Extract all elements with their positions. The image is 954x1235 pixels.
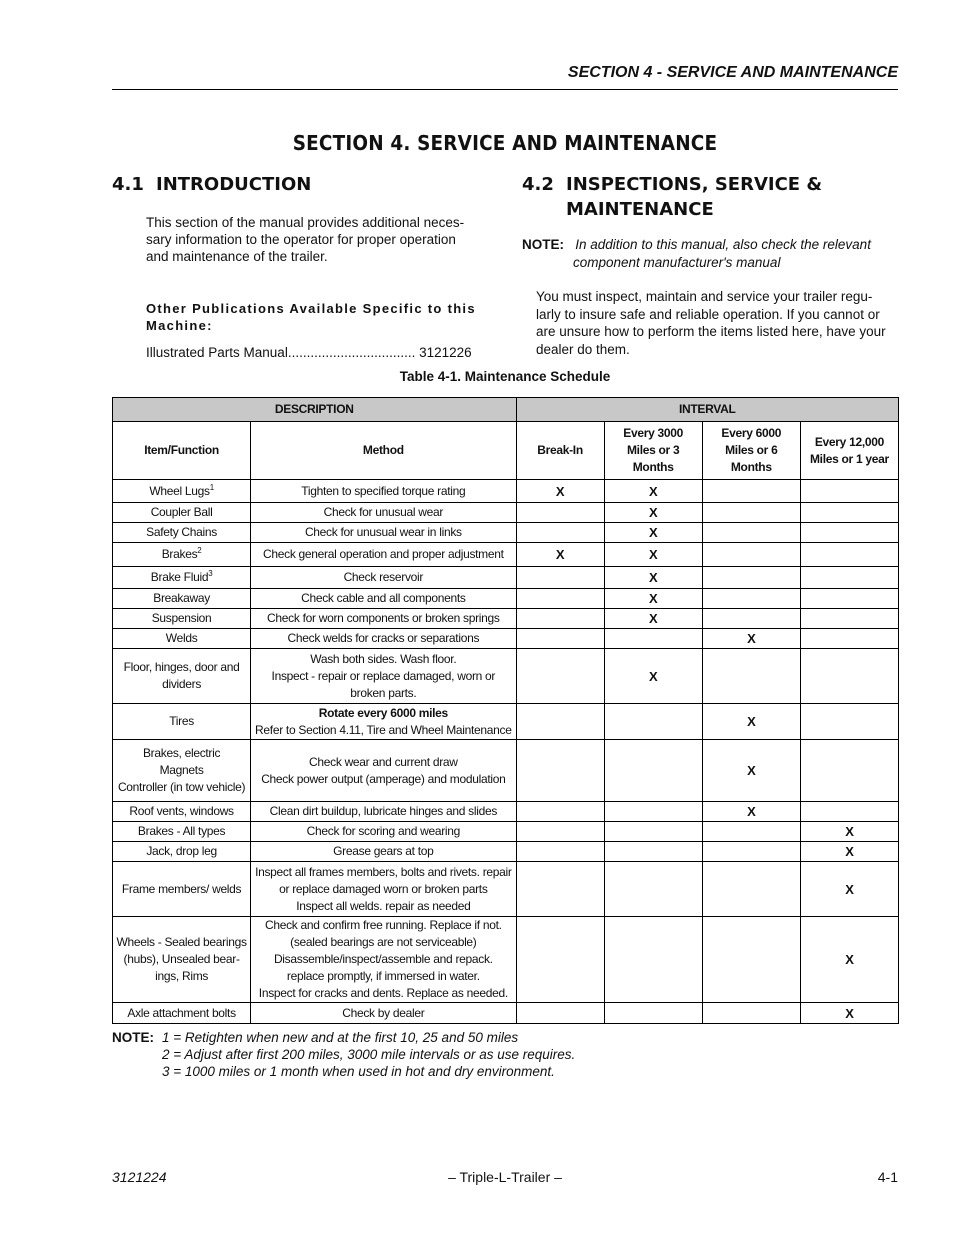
method-line: Grease gears at top [333, 844, 434, 858]
table-row [113, 822, 899, 842]
footnote-line: 3 = 1000 miles or 1 month when used in hot and dry environment. [162, 1064, 555, 1079]
intro-title: INTRODUCTION [156, 174, 312, 195]
interval-mark [702, 480, 800, 503]
note-line: component manufacturer's manual [573, 255, 781, 270]
item-text: Tires [169, 714, 194, 728]
interval-mark [702, 543, 800, 567]
method-line: Disassemble/inspect/assemble and repack. replace promptly, if immersed in water. [273, 952, 493, 983]
method-line: Tighten to specified torque rating [301, 483, 466, 498]
item-line: Controller (in tow vehicle) [117, 780, 246, 794]
table-row [113, 862, 899, 917]
interval-mark [604, 704, 702, 740]
footnote-line: 1 = Retighten when new and at the first 10, 25 and 50 miles [162, 1030, 519, 1045]
item-text: Axle attachment bolts [127, 1005, 236, 1020]
method-line: Inspect all welds. repair as needed [296, 898, 471, 913]
method-cell [251, 1003, 516, 1024]
column-header: Every 3000 Miles or 3 Months [604, 422, 702, 480]
method-emphasis: Rotate every 6000 miles [318, 705, 448, 720]
footnote-ref: 2 [197, 546, 202, 555]
interval-mark [800, 543, 898, 567]
interval-mark [516, 1003, 604, 1024]
table-row [113, 1003, 899, 1024]
inspections-note [522, 236, 898, 272]
interval-mark [516, 802, 604, 822]
method-cell [251, 567, 516, 589]
method-cell [251, 917, 516, 1003]
interval-mark: X [604, 567, 702, 589]
method-line: Check reservoir [343, 570, 424, 584]
item-text: Roof vents, windows [129, 804, 234, 818]
interval-mark [800, 480, 898, 503]
table-row [113, 649, 899, 704]
method-line: Refer to Section 4.11, Tire and Wheel Maintenance [255, 722, 512, 737]
interval-mark: X [604, 480, 702, 503]
item-cell [113, 503, 251, 523]
note-line: In addition to this manual, also check the relevant [575, 237, 871, 252]
section-title: SECTION 4. SERVICE AND MAINTENANCE [292, 131, 718, 155]
interval-mark [516, 589, 604, 609]
interval-mark [702, 567, 800, 589]
interval-mark: X [604, 649, 702, 704]
interval-mark [516, 822, 604, 842]
group-header-row [113, 398, 899, 422]
method-cell [251, 822, 516, 842]
footnote-ref: 1 [209, 482, 214, 492]
method-line: Inspect for cracks and dents. Replace as needed. [258, 986, 508, 1000]
interval-mark [702, 523, 800, 543]
item-cell [113, 1003, 251, 1024]
interval-mark [702, 822, 800, 842]
interval-mark: X [800, 822, 898, 842]
table-row [113, 503, 899, 523]
interval-mark [516, 523, 604, 543]
interval-mark: X [702, 740, 800, 802]
column-header-row [113, 422, 899, 480]
interval-mark [604, 862, 702, 917]
inspections-title-line: MAINTENANCE [566, 199, 714, 220]
item-cell [113, 917, 251, 1003]
table-caption: Table 4-1. Maintenance Schedule [399, 369, 611, 384]
method-cell [251, 609, 516, 629]
item-cell [113, 543, 251, 567]
inspections-line: are unsure how to perform the items listed here, have your [536, 324, 886, 339]
item-cell [113, 609, 251, 629]
interval-mark: X [702, 802, 800, 822]
interval-mark [702, 862, 800, 917]
interval-mark [702, 503, 800, 523]
method-line: Check cable and all components [301, 591, 466, 605]
table-row [113, 704, 899, 740]
interval-group-header: INTERVAL [516, 398, 899, 422]
interval-mark [800, 704, 898, 740]
table-body [113, 480, 899, 1024]
footnote-label: NOTE: [112, 1030, 154, 1045]
interval-mark: X [800, 917, 898, 1003]
inspections-line: larly to insure safe and reliable operation. If you cannot or [536, 306, 880, 322]
interval-mark [516, 917, 604, 1003]
item-cell [113, 740, 251, 802]
table-row [113, 567, 899, 589]
running-header: SECTION 4 - SERVICE AND MAINTENANCE [567, 64, 898, 81]
item-cell [113, 649, 251, 704]
interval-mark [516, 503, 604, 523]
interval-mark [604, 740, 702, 802]
method-line: Clean dirt buildup, lubricate hinges and slides [269, 804, 498, 818]
item-cell [113, 480, 251, 503]
interval-mark [702, 842, 800, 862]
header-rule [112, 89, 898, 90]
item-cell [113, 822, 251, 842]
interval-mark [604, 629, 702, 649]
item-cell [113, 802, 251, 822]
interval-mark [702, 649, 800, 704]
method-line: Inspect all frames members, bolts and rivets. repair or replace damaged worn or broken parts [255, 864, 512, 896]
interval-mark [800, 589, 898, 609]
interval-mark: X [604, 543, 702, 567]
item-text: Brakes - All types [137, 824, 226, 838]
interval-mark: X [604, 503, 702, 523]
method-line: Check power output (amperage) and modulation [261, 771, 506, 786]
maintenance-schedule-table [112, 397, 899, 1024]
interval-mark [800, 503, 898, 523]
inspections-paragraph [536, 288, 898, 358]
table-row [113, 589, 899, 609]
interval-mark [516, 862, 604, 917]
method-cell [251, 503, 516, 523]
interval-mark [604, 842, 702, 862]
interval-mark [604, 802, 702, 822]
item-cell [113, 842, 251, 862]
method-cell [251, 862, 516, 917]
table-footnotes [112, 1029, 575, 1080]
interval-mark [800, 567, 898, 589]
method-line: Check general operation and proper adjustment [263, 547, 504, 561]
table-row [113, 740, 899, 802]
interval-mark [800, 649, 898, 704]
item-text: Safety Chains [146, 525, 217, 539]
method-cell [251, 543, 516, 567]
interval-mark [516, 567, 604, 589]
inspections-number: 4.2 [522, 174, 554, 195]
intro-number: 4.1 [112, 174, 144, 195]
table-row [113, 523, 899, 543]
intro-line: This section of the manual provides additional neces- [146, 215, 465, 230]
interval-mark: X [604, 609, 702, 629]
column-header: Every 6000 Miles or 6 Months [702, 422, 800, 480]
footer-title: – Triple-L-Trailer – [448, 1169, 562, 1185]
item-text: Coupler Ball [150, 505, 213, 519]
item-cell [113, 629, 251, 649]
interval-mark: X [702, 704, 800, 740]
method-line: Check wear and current draw [309, 754, 458, 769]
column-header: Method [251, 422, 516, 480]
item-cell [113, 567, 251, 589]
table-row [113, 609, 899, 629]
interval-mark [800, 609, 898, 629]
description-group-header: DESCRIPTION [113, 398, 517, 422]
method-line: Check for unusual wear in links [304, 525, 462, 539]
inspections-line: dealer do them. [536, 341, 630, 357]
interval-mark [702, 589, 800, 609]
method-line: Check and confirm free running. Replace if not. (sealed bearings are not serviceable) [264, 918, 502, 949]
item-cell [113, 862, 251, 917]
method-cell [251, 740, 516, 802]
item-line: Magnets [159, 763, 204, 777]
interval-mark [702, 609, 800, 629]
interval-mark: X [800, 1003, 898, 1024]
interval-mark: X [516, 480, 604, 503]
publications-heading [146, 300, 496, 334]
intro-paragraph [146, 214, 490, 265]
note-label: NOTE: [522, 237, 564, 252]
interval-mark [800, 740, 898, 802]
item-text: Brake Fluid [150, 570, 209, 584]
parts-manual-entry: Illustrated Parts Manual.................................. 3121226 [146, 345, 472, 360]
interval-mark [702, 917, 800, 1003]
inspections-title-line: INSPECTIONS, SERVICE & [566, 174, 823, 195]
item-text: Breakaway [153, 591, 210, 605]
item-line: Brakes, electric [142, 746, 221, 760]
method-line: Wash both sides. Wash floor. [310, 651, 457, 666]
column-header: Every 12,000 Miles or 1 year [800, 422, 898, 480]
interval-mark [516, 609, 604, 629]
item-text: Jack, drop leg [146, 844, 217, 858]
interval-mark: X [604, 523, 702, 543]
method-line: Inspect - repair or replace damaged, worn or broken parts. [271, 668, 496, 700]
intro-heading [112, 172, 311, 197]
item-text: Floor, hinges, door and dividers [123, 660, 240, 691]
table-row [113, 917, 899, 1003]
interval-mark [516, 842, 604, 862]
item-cell [113, 704, 251, 740]
intro-line: and maintenance of the trailer. [146, 249, 328, 264]
item-text: Welds [165, 631, 198, 645]
column-header: Break-In [516, 422, 604, 480]
item-cell [113, 523, 251, 543]
footnote-line: 2 = Adjust after first 200 miles, 3000 mile intervals or as use requires. [162, 1047, 576, 1062]
method-line: Check for worn components or broken springs [267, 611, 500, 625]
footer-page-number: 4-1 [877, 1169, 898, 1185]
table-row [113, 629, 899, 649]
method-cell [251, 802, 516, 822]
publications-heading-line: Other Publications Available Specific to this [146, 301, 476, 316]
method-line: Check for unusual wear [323, 505, 444, 519]
interval-mark [516, 704, 604, 740]
item-text: Wheels - Sealed bearings (hubs), Unsealed bear-ings, Rims [116, 935, 247, 983]
interval-mark [702, 1003, 800, 1024]
method-cell [251, 649, 516, 704]
footer-doc-number: 3121224 [112, 1169, 167, 1185]
interval-mark [604, 1003, 702, 1024]
method-line: Check by dealer [342, 1005, 425, 1020]
table-row [113, 543, 899, 567]
interval-mark [516, 740, 604, 802]
item-cell [113, 589, 251, 609]
footnote-ref: 3 [208, 569, 213, 578]
item-text: Wheel Lugs [149, 483, 210, 498]
method-cell [251, 842, 516, 862]
interval-mark [604, 822, 702, 842]
interval-mark: X [516, 543, 604, 567]
interval-mark [516, 629, 604, 649]
interval-mark: X [604, 589, 702, 609]
interval-mark [800, 802, 898, 822]
table-row [113, 842, 899, 862]
method-cell [251, 480, 516, 503]
interval-mark: X [702, 629, 800, 649]
item-text: Brakes [161, 547, 198, 561]
method-cell [251, 523, 516, 543]
interval-mark [604, 917, 702, 1003]
column-header: Item/Function [113, 422, 251, 480]
table-row [113, 480, 899, 503]
interval-mark [800, 523, 898, 543]
publications-heading-line: Machine: [146, 318, 213, 333]
interval-mark [800, 629, 898, 649]
inspections-line: You must inspect, maintain and service your trailer regu- [536, 289, 873, 304]
interval-mark [516, 649, 604, 704]
inspections-heading [522, 172, 898, 222]
intro-line: sary information to the operator for proper operation [146, 232, 456, 247]
method-cell [251, 704, 516, 740]
method-cell [251, 589, 516, 609]
interval-mark: X [800, 842, 898, 862]
method-line: Check for scoring and wearing [306, 824, 461, 838]
method-line: Check welds for cracks or separations [287, 631, 480, 645]
table-row [113, 802, 899, 822]
item-text: Suspension [151, 611, 212, 625]
item-text: Frame members/ welds [121, 881, 242, 896]
method-cell [251, 629, 516, 649]
interval-mark: X [800, 862, 898, 917]
